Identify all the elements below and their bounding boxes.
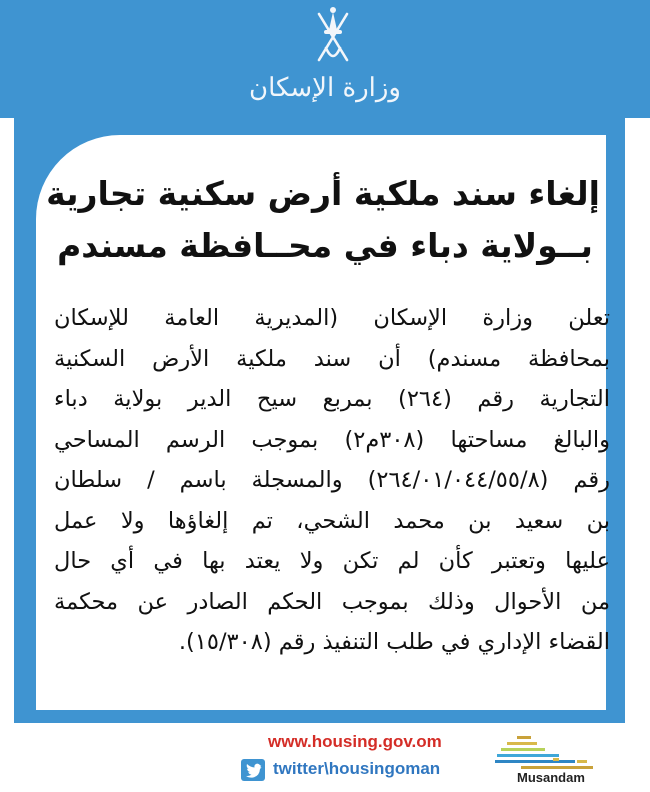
footer <box>0 723 650 792</box>
body-line: بمحافظة مسندم) أن سند ملكية الأرض السكنية <box>54 345 610 372</box>
body-line: رقم (٢٦٤/٠١/٠٤٤/٥٥/٨) والمسجلة باسم / سلطان <box>54 467 610 493</box>
body-line: القضاء الإداري في طلب التنفيذ رقم (١٥/٣٠٨). <box>178 629 610 655</box>
body-line: بن سعيد بن محمد الشحي، تم إلغاؤها ولا عمل <box>54 507 610 534</box>
body-line: تعلن وزارة الإسكان (المديرية العامة للإسكان <box>54 305 610 331</box>
announcement-title <box>46 168 600 272</box>
announcement-body <box>54 298 610 663</box>
twitter-bird-icon <box>241 759 265 781</box>
watermark: Musandam <box>517 770 585 785</box>
oman-national-emblem-icon <box>311 4 355 68</box>
body-line: والبالغ مساحتها (٣٠٨م٢) بموجب الرسم المساحي <box>54 426 610 453</box>
body-line: من الأحوال وذلك بموجب الحكم الصادر عن محكمة <box>54 588 610 615</box>
ministry-name: وزارة الإسكان <box>249 73 401 103</box>
twitter-handle-link[interactable]: twitter\housingoman <box>273 759 441 778</box>
website-link[interactable]: www.housing.gov.om <box>268 732 442 751</box>
title-line-1: إلغاء سند ملكية أرض سكنية تجارية <box>46 174 600 213</box>
body-line: التجارية رقم (٢٦٤) بمربع سيح الدير بولاية دباء <box>54 386 610 412</box>
body-line: عليها وتعتبر كأن لم تكن ولا يعتد بها في أي حال <box>54 548 610 574</box>
header-band <box>0 0 650 118</box>
title-line-2: بــولاية دباء في محــافظة مسندم <box>57 226 593 265</box>
